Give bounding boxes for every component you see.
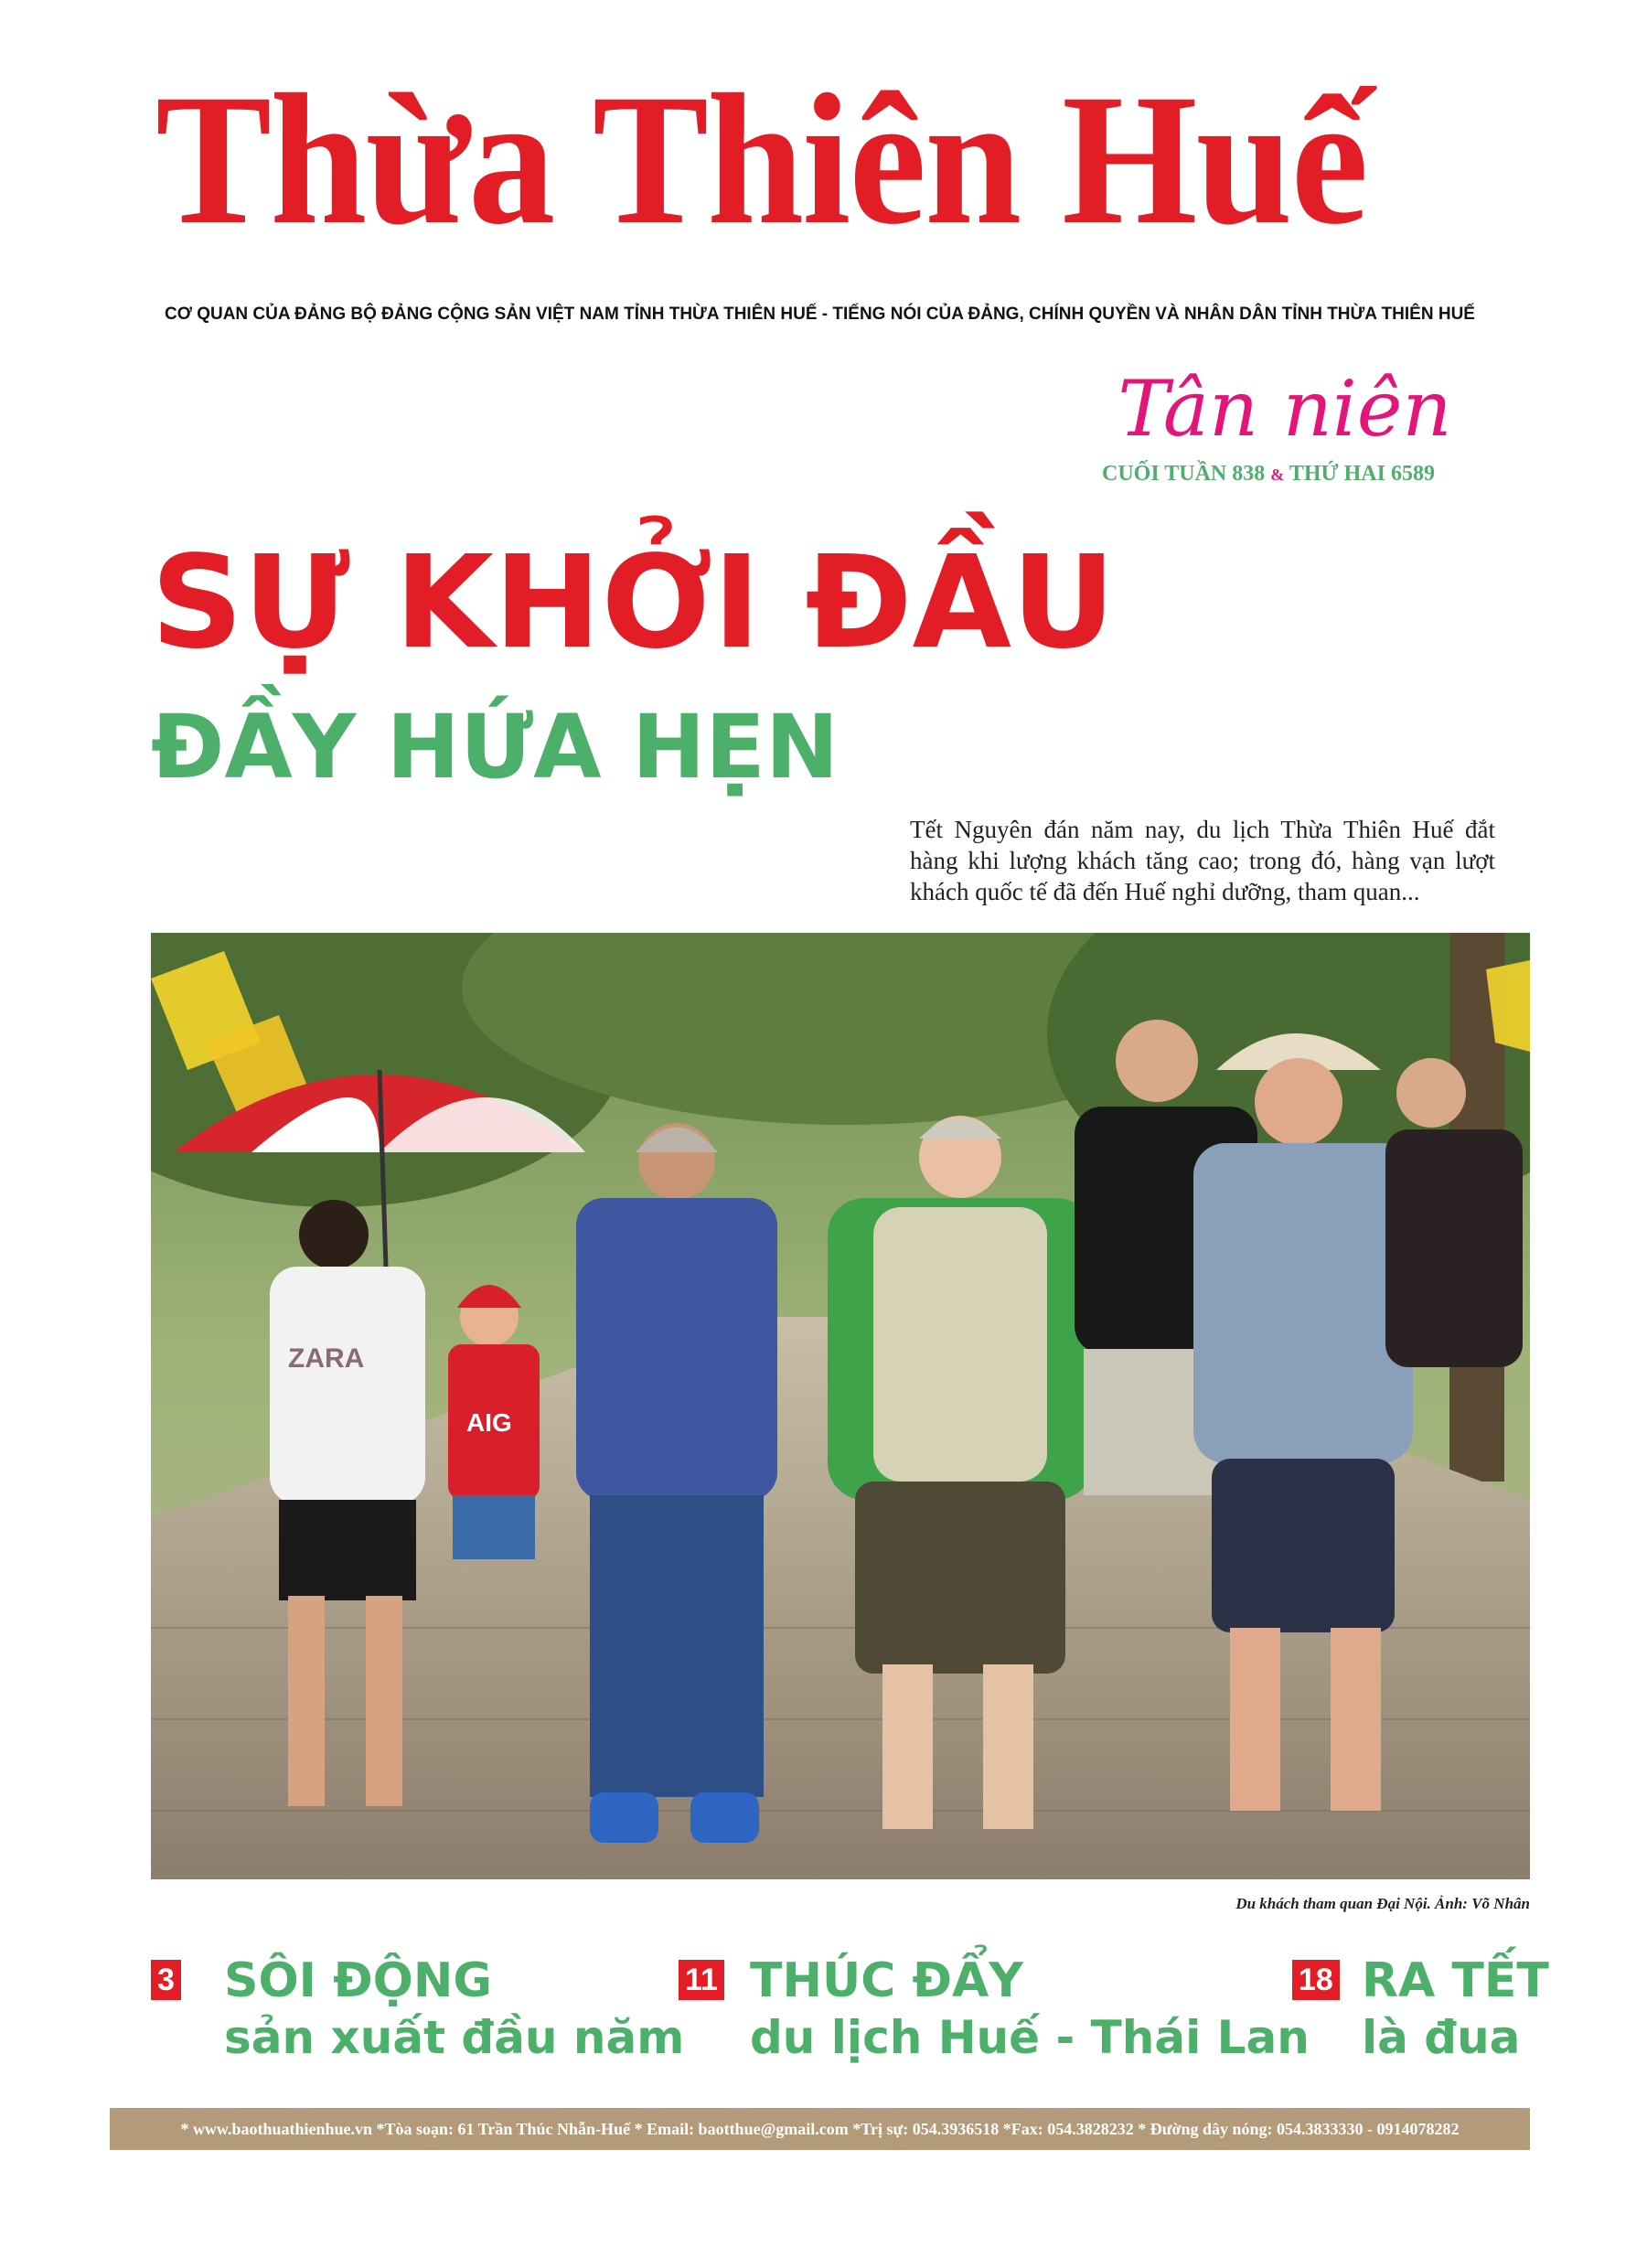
teaser-title: RA TẾT: [1362, 1953, 1549, 2008]
teaser-page-number: 3: [151, 1960, 181, 2000]
weekend-issue: CUỐI TUẦN 838: [1102, 462, 1266, 486]
cover-photo-illustration: [151, 933, 1530, 1879]
shirt-text-aig: AIG: [466, 1408, 512, 1437]
teaser-subtitle: sản xuất đầu năm: [224, 2011, 685, 2064]
issue-line: [1102, 462, 1486, 487]
issue-separator: &: [1270, 465, 1285, 484]
teaser-title: THÚC ĐẨY: [750, 1953, 1023, 2008]
lede-paragraph: Tết Nguyên đán năm nay, du lịch Thừa Thiên Huế đắt hàng khi lượng khách tăng cao; trong đó, hàng vạn lượt khách quốc tế đã đến Huế nghỉ dưỡng, tham quan...: [910, 816, 1495, 905]
teaser-subtitle: du lịch Huế - Thái Lan: [750, 2011, 1310, 2064]
headline-line-2: ĐẦY HỨA HẸN: [151, 696, 840, 798]
teaser-title: SÔI ĐỘNG: [224, 1953, 493, 2008]
person-man-checked-shirt: [576, 1123, 777, 1843]
footer-contact-bar: * www.baothuathienhue.vn *Tòa soạn: 61 Trần Thúc Nhẫn-Huế * Email: baotthue@gmail.com *Trị sự: 054.3936518 *Fax: 054.3828232 * Đường dây nóng: 054.3833330 - 0914078282: [110, 2108, 1530, 2150]
photo-caption: Du khách tham quan Đại Nội. Ảnh: Võ Nhân: [1235, 1895, 1530, 1912]
teaser-page-number: 11: [679, 1960, 724, 2000]
masthead-title: Thừa Thiên Huế: [155, 56, 1367, 263]
cover-photo: [151, 933, 1530, 1879]
shirt-text-zara: ZARA: [288, 1343, 365, 1374]
monday-issue: THỨ HAI 6589: [1289, 462, 1435, 486]
teaser-subtitle: là đua: [1362, 2011, 1521, 2064]
masthead-tagline: CƠ QUAN CỦA ĐẢNG BỘ ĐẢNG CỘNG SẢN VIỆT NAM TỈNH THỪA THIÊN HUẾ - TIẾNG NÓI CỦA ĐẢNG, CHÍNH QUYỀN VÀ NHÂN DÂN TỈNH THỪA THIÊN HUẾ: [165, 305, 1475, 324]
edition-name: Tân niên: [1118, 364, 1452, 454]
teaser-page-number: 18: [1292, 1960, 1340, 2000]
headline-line-1: SỰ KHỞI ĐẦU: [151, 529, 1116, 678]
